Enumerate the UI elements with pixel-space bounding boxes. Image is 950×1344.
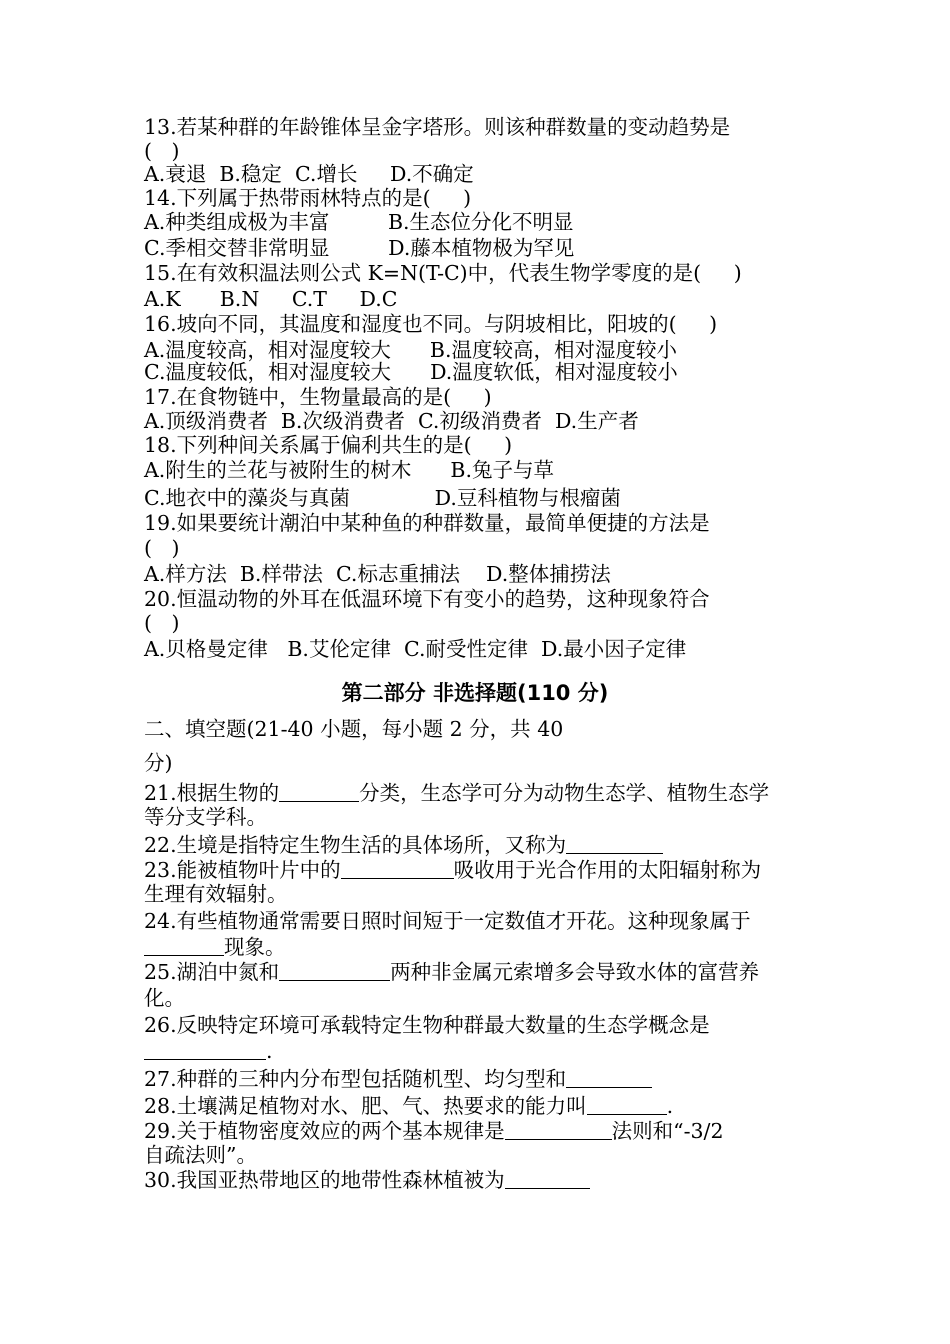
q30-blank[interactable] xyxy=(505,1168,590,1189)
q21-line2: 等分支学科。 xyxy=(144,805,267,829)
q22-blank[interactable] xyxy=(566,833,663,854)
q23-line1 xyxy=(144,857,761,883)
q24-line1: 24.有些植物通常需要日照时间短于一定数值才开花。这种现象属于 xyxy=(144,909,751,933)
q29-line2: 自疏法则”。 xyxy=(144,1143,257,1167)
q14-stem: 14.下列属于热带雨林特点的是( ) xyxy=(144,186,472,210)
section-title-line1: 二、填空题(21-40 小题，每小题 2 分，共 40 xyxy=(144,717,564,741)
q17-stem: 17.在食物链中，生物量最高的是( ) xyxy=(144,385,492,409)
q30-text-a: 30.我国亚热带地区的地带性森林植被为 xyxy=(144,1168,505,1192)
q26-line2 xyxy=(144,1038,273,1064)
q14-options-1: A.种类组成极为丰富 B.生态位分化不明显 xyxy=(144,210,574,234)
q25-text-b: 两种非金属元索增多会导致水体的富营养 xyxy=(390,960,760,984)
q29-line1 xyxy=(144,1118,724,1144)
q13-stem: 13.若某种群的年龄锥体呈金字塔形。则该种群数量的变动趋势是 xyxy=(144,115,731,139)
q17-options: A.顶级消费者 B.次级消费者 C.初级消费者 D.生产者 xyxy=(144,409,639,433)
q21-text-a: 21.根据生物的 xyxy=(144,781,280,805)
q26-line1: 26.反映特定环境可承载特定生物种群最大数量的生态学概念是 xyxy=(144,1013,710,1037)
q26-blank[interactable] xyxy=(144,1039,266,1060)
part2-heading: 第二部分 非选择题(110 分) xyxy=(341,681,609,705)
q16-stem: 16.坡向不同，其温度和湿度也不同。与阴坡相比，阳坡的( ) xyxy=(144,312,718,336)
q18-options-1: A.附生的兰花与被附生的树木 B.兔子与草 xyxy=(144,458,554,482)
q19-paren: ( ) xyxy=(144,536,180,560)
q25-text-a: 25.湖泊中氮和 xyxy=(144,960,280,984)
q24-text-b: 现象。 xyxy=(224,935,286,959)
q23-text-b: 吸收用于光合作用的太阳辐射称为 xyxy=(453,858,762,882)
q25-blank[interactable] xyxy=(279,960,390,981)
q23-blank[interactable] xyxy=(341,858,454,879)
q20-stem: 20.恒温动物的外耳在低温环境下有变小的趋势，这种现象符合 xyxy=(144,587,710,611)
q28-blank[interactable] xyxy=(587,1094,667,1115)
q18-stem: 18.下列种间关系属于偏利共生的是( ) xyxy=(144,433,513,457)
q28-text-a: 28.土壤满足植物对水、肥、气、热要求的能力叫 xyxy=(144,1094,587,1118)
q25-line1 xyxy=(144,959,759,985)
q23-line2: 生理有效辐射。 xyxy=(144,882,288,906)
q21-blank[interactable] xyxy=(279,781,359,802)
q27-text-a: 27.种群的三种内分布型包括随机型、均匀型和 xyxy=(144,1067,567,1091)
q22-text-a: 22.生境是指特定生物生活的具体场所，又称为 xyxy=(144,833,567,857)
q19-options: A.样方法 B.样带法 C.标志重捕法 D.整体捕捞法 xyxy=(144,562,611,586)
q24-line2 xyxy=(144,934,286,960)
q23-text-a: 23.能被植物叶片中的 xyxy=(144,858,341,882)
q15-options: A.K B.N C.T D.C xyxy=(144,287,398,311)
q16-options-2: C.温度较低，相对湿度较大 D.温度软低，相对湿度较小 xyxy=(144,360,678,384)
q28-text-b: . xyxy=(666,1094,674,1118)
q22-line xyxy=(144,832,663,858)
q25-line2: 化。 xyxy=(144,986,185,1010)
q15-stem: 15.在有效积温法则公式 K=N(T-C)中，代表生物学零度的是( ) xyxy=(144,261,742,285)
q27-line xyxy=(144,1066,652,1092)
q29-text-b: 法则和“-3/2 xyxy=(611,1119,724,1143)
q16-options-1: A.温度较高，相对湿度较大 B.温度较高，相对湿度较小 xyxy=(144,338,677,362)
q28-line xyxy=(144,1093,673,1119)
q29-text-a: 29.关于植物密度效应的两个基本规律是 xyxy=(144,1119,505,1143)
q20-paren: ( ) xyxy=(144,611,180,635)
q27-blank[interactable] xyxy=(566,1067,652,1088)
q21-text-b: 分类，生态学可分为动物生态学、植物生态学 xyxy=(359,781,770,805)
q21-line1 xyxy=(144,780,769,806)
q19-stem: 19.如果要统计潮泊中某种鱼的种群数量，最简单便捷的方法是 xyxy=(144,511,710,535)
q26-text-b: . xyxy=(266,1039,273,1063)
q18-options-2: C.地衣中的藻炎与真菌 D.豆科植物与根瘤菌 xyxy=(144,486,621,510)
q29-blank[interactable] xyxy=(505,1119,612,1140)
q14-options-2: C.季相交替非常明显 D.藤本植物极为罕见 xyxy=(144,236,575,260)
q30-line xyxy=(144,1167,590,1193)
section-title-line2: 分) xyxy=(144,751,173,775)
q24-blank[interactable] xyxy=(144,935,224,956)
q20-options: A.贝格曼定律 B.艾伦定律 C.耐受性定律 D.最小因子定律 xyxy=(144,637,687,661)
q13-options: A.衰退 B.稳定 C.增长 D.不确定 xyxy=(144,162,474,186)
q13-paren: ( ) xyxy=(144,139,180,163)
